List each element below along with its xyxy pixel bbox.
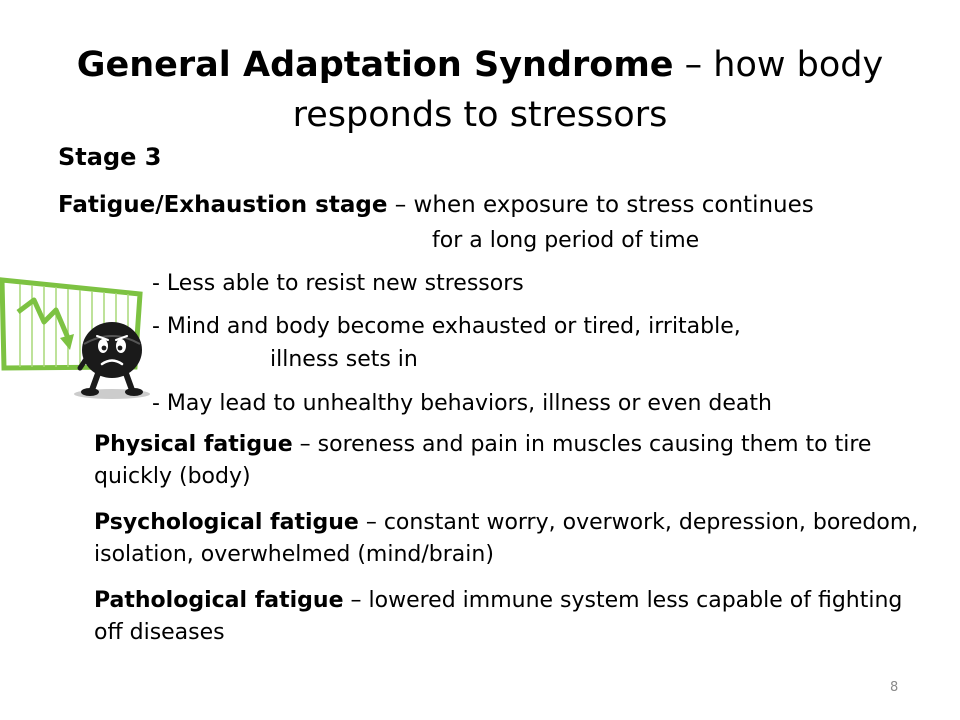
stressed-character-declining-chart-icon — [0, 272, 160, 402]
sub-point-unhealthy: - May lead to unhealthy behaviors, illness or even death — [152, 391, 772, 416]
sub-point-exhausted-cont: illness sets in — [270, 347, 418, 372]
psychological-fatigue-term: Psychological fatigue — [94, 510, 359, 535]
fatigue-stage-term: Fatigue/Exhaustion stage — [58, 192, 388, 218]
title-bold: General Adaptation Syndrome — [76, 45, 674, 85]
fatigue-stage-desc: – when exposure to stress continues — [387, 192, 814, 218]
physical-fatigue — [94, 429, 924, 493]
title-rest: – how body responds to stressors — [292, 45, 884, 135]
physical-fatigue-desc: – soreness and pain in muscles causing them to tire quickly (body) — [94, 432, 872, 489]
pathological-fatigue — [94, 585, 924, 649]
stage-label: Stage 3 — [58, 143, 162, 171]
physical-fatigue-term: Physical fatigue — [94, 432, 293, 457]
fatigue-stage-heading — [58, 189, 814, 221]
fatigue-stage-desc-cont: for a long period of time — [432, 228, 700, 253]
psychological-fatigue-desc: – constant worry, overwork, depression, boredom, isolation, overwhelmed (mind/brain) — [94, 510, 919, 567]
stressed-character — [80, 322, 143, 396]
psychological-fatigue — [94, 507, 924, 571]
slide-title — [60, 40, 900, 140]
pathological-fatigue-desc: – lowered immune system less capable of fighting off diseases — [94, 588, 903, 645]
slide-number: 8 — [890, 680, 899, 695]
sub-point-exhausted: - Mind and body become exhausted or tired, irritable, — [152, 314, 741, 339]
pathological-fatigue-term: Pathological fatigue — [94, 588, 344, 613]
sub-point-resist: - Less able to resist new stressors — [152, 271, 524, 296]
